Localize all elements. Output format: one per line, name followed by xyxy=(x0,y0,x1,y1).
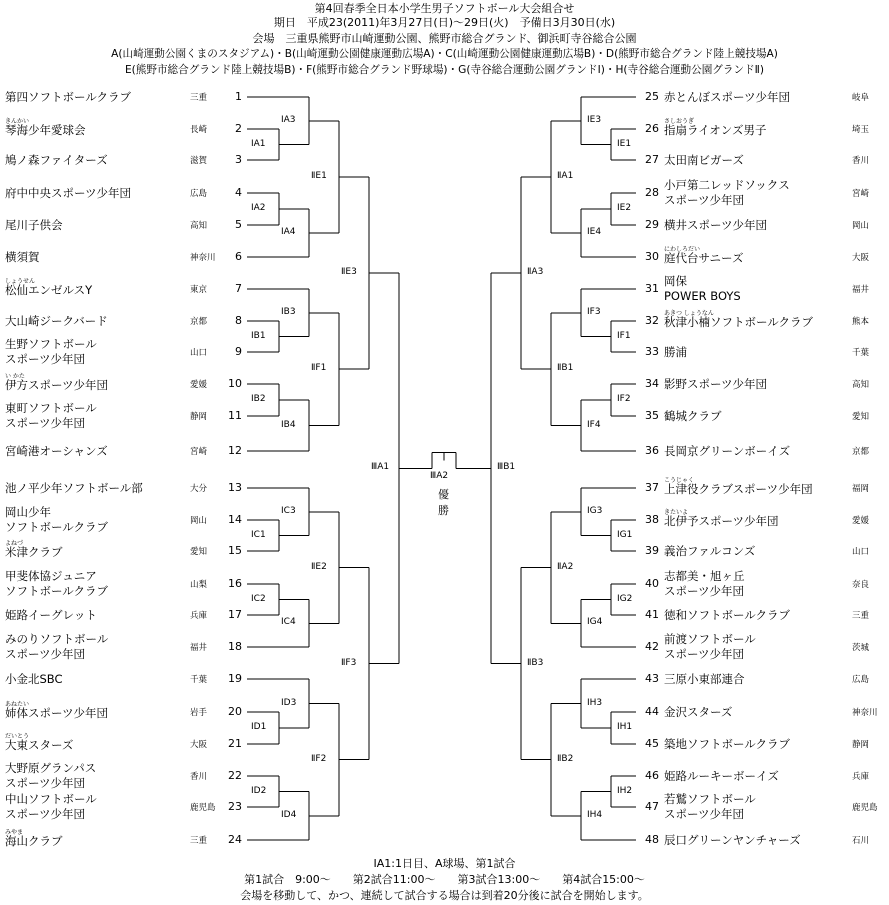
team-name xyxy=(5,401,97,431)
team-prefecture: 大分 xyxy=(190,484,208,494)
round2-label: ⅠF4 xyxy=(587,419,601,430)
round2-label: ⅠE4 xyxy=(587,227,602,237)
team-name-line: 東町ソフトボール xyxy=(5,401,97,415)
round2-label: ⅠH4 xyxy=(587,809,603,820)
team-name xyxy=(664,153,744,168)
team-name-line: 秋津小楠ソフトボールクラブ xyxy=(664,314,814,329)
seed-number: 38 xyxy=(645,513,659,526)
round3-label: ⅡE1 xyxy=(311,170,327,181)
team-name-ruby: しょうせん xyxy=(5,277,36,285)
team-prefecture: 山口 xyxy=(852,547,870,557)
team-name xyxy=(664,409,722,424)
seed-number: 33 xyxy=(645,345,659,358)
team-name-line: スポーツ少年団 xyxy=(5,776,86,790)
event-venue: 会場 三重県熊野市山崎運動公園、熊野市総合グランド、御浜町寺谷総合公園 xyxy=(252,32,637,45)
seed-number: 2 xyxy=(235,122,242,135)
team-name xyxy=(5,672,63,687)
team-prefecture: 香川 xyxy=(852,156,870,166)
round1-label: ⅠB1 xyxy=(251,330,266,341)
team-name-line: みのりソフトボール xyxy=(5,632,109,646)
team-prefecture: 愛媛 xyxy=(852,516,870,526)
seed-number: 45 xyxy=(645,737,659,750)
team-name-line: 宮崎港オーシャンズ xyxy=(5,443,108,458)
team-prefecture: 千葉 xyxy=(190,675,208,685)
team-name xyxy=(664,672,745,687)
team-name-line: 辰口グリーンヤンチャーズ xyxy=(664,832,801,847)
team-name xyxy=(664,178,790,208)
team-prefecture: 岡山 xyxy=(190,516,208,526)
round2-label: ⅠC4 xyxy=(281,617,296,628)
team-name xyxy=(664,444,790,459)
seed-number: 4 xyxy=(235,186,242,199)
team-name-line: スポーツ少年団 xyxy=(5,647,86,661)
team-name-line: 海山クラブ xyxy=(5,833,63,848)
team-name-line: ソフトボールクラブ xyxy=(5,520,109,534)
round1-label: ⅠE1 xyxy=(617,138,632,149)
team-prefecture: 福井 xyxy=(852,285,870,295)
team-name-line: スポーツ少年団 xyxy=(5,416,86,430)
round1-label: ⅠF1 xyxy=(617,330,631,341)
team-name-ruby: きんかい xyxy=(5,117,30,125)
round3-label: ⅡA2 xyxy=(557,561,574,572)
team-name-line: スポーツ少年団 xyxy=(664,193,745,207)
seed-number: 28 xyxy=(645,186,659,199)
round1-label: ⅠH1 xyxy=(617,722,633,732)
team-name-line: 米津クラブ xyxy=(5,544,63,559)
team-name-line: スポーツ少年団 xyxy=(5,352,86,366)
team-name-line: 大野原グランパス xyxy=(5,761,97,775)
round1-label: ⅠF2 xyxy=(617,394,631,404)
team-name-ruby: よねづ xyxy=(5,539,24,547)
team-name-line: 北伊予スポーツ少年団 xyxy=(664,513,779,528)
team-prefecture: 高知 xyxy=(852,380,870,390)
seed-number: 40 xyxy=(645,577,659,590)
seed-number: 35 xyxy=(645,409,659,422)
team-name-line: 小戸第二レッドソックス xyxy=(664,178,790,192)
round1-label: ⅠD1 xyxy=(251,722,267,732)
team-prefecture: 兵庫 xyxy=(852,772,870,782)
team-name xyxy=(5,608,97,623)
seed-number: 30 xyxy=(645,250,659,263)
team-name-line: 甲斐体協ジュニア xyxy=(5,569,97,583)
round2-label: ⅠD3 xyxy=(281,697,297,708)
champion-label: 優 xyxy=(438,488,449,502)
champion-label: 勝 xyxy=(438,504,449,518)
team-name xyxy=(664,608,790,623)
team-name xyxy=(664,218,767,233)
team-prefecture: 神奈川 xyxy=(852,708,878,718)
seed-number: 23 xyxy=(228,800,242,813)
team-name xyxy=(664,90,790,105)
team-prefecture: 京都 xyxy=(190,317,208,327)
team-prefecture: 京都 xyxy=(852,447,870,457)
seed-number: 14 xyxy=(228,513,242,526)
team-name-line: 横井スポーツ少年団 xyxy=(664,217,768,232)
seed-number: 7 xyxy=(235,282,242,295)
team-name-line: スポーツ少年団 xyxy=(664,807,745,821)
round1-label: ⅠG2 xyxy=(617,593,633,604)
team-name-line: 池ノ平少年ソフトボール部 xyxy=(5,480,143,495)
team-name xyxy=(664,544,755,559)
team-name-line: 三原小東部連合 xyxy=(664,671,745,686)
team-name xyxy=(664,311,813,330)
team-name xyxy=(664,769,779,784)
seed-number: 21 xyxy=(228,737,242,750)
team-prefecture: 愛知 xyxy=(190,547,208,557)
team-prefecture: 愛知 xyxy=(852,412,870,422)
team-name xyxy=(5,153,108,168)
team-name-ruby: こうじゃく xyxy=(664,476,695,484)
team-name xyxy=(5,830,63,849)
team-prefecture: 千葉 xyxy=(852,348,870,358)
team-name-line: 伊方スポーツ少年団 xyxy=(5,377,109,392)
seed-number: 27 xyxy=(645,153,659,166)
team-name-line: ソフトボールクラブ xyxy=(5,584,109,598)
field-legend-1: A(山崎運動公園くまのスタジアム)・B(山崎運動公園健康運動広場A)・C(山崎運動公園健康運動広場B)・D(熊野市総合グランド陸上競技場A) xyxy=(111,48,778,60)
seed-number: 10 xyxy=(228,377,242,390)
team-name-line: 築地ソフトボールクラブ xyxy=(664,736,791,751)
team-name-line: 小金北SBC xyxy=(5,671,63,686)
team-name xyxy=(5,632,108,662)
team-name-line: 若鷲ソフトボール xyxy=(664,792,756,806)
team-name-ruby: にわしろだい xyxy=(664,245,701,253)
seed-number: 42 xyxy=(645,640,659,653)
team-prefecture: 兵庫 xyxy=(190,611,208,621)
team-prefecture: 広島 xyxy=(852,675,870,685)
team-name xyxy=(5,734,73,753)
team-prefecture: 静岡 xyxy=(852,740,870,750)
team-name xyxy=(664,510,779,529)
team-name-line: POWER BOYS xyxy=(664,289,741,303)
team-name-line: 鶴城クラブ xyxy=(664,408,722,423)
seed-number: 36 xyxy=(645,444,659,457)
seed-number: 12 xyxy=(228,444,242,457)
round1-label: ⅠC2 xyxy=(251,593,266,604)
round2-label: ⅠG3 xyxy=(587,505,603,516)
team-prefecture: 山口 xyxy=(190,348,208,358)
round2-label: ⅠH3 xyxy=(587,697,603,708)
team-prefecture: 福井 xyxy=(190,643,208,653)
seed-number: 18 xyxy=(228,640,242,653)
team-name xyxy=(5,444,108,459)
team-name xyxy=(664,632,756,662)
team-name-line: 指扇ライオンズ男子 xyxy=(664,122,767,137)
round3-label: ⅡF1 xyxy=(311,363,327,374)
round2-label: ⅠC3 xyxy=(281,505,296,516)
team-name-line: 横須賀 xyxy=(5,249,40,264)
team-prefecture: 東京 xyxy=(190,285,208,295)
team-prefecture: 高知 xyxy=(190,221,208,231)
round1-label: ⅠE2 xyxy=(617,203,632,213)
team-prefecture: 三重 xyxy=(190,836,208,846)
team-name-line: 前渡ソフトボール xyxy=(664,632,756,646)
team-name-line: スポーツ少年団 xyxy=(5,807,86,821)
seed-number: 48 xyxy=(645,833,659,846)
team-name xyxy=(664,377,767,392)
team-name xyxy=(664,737,790,752)
team-name-line: 上津役クラブスポーツ少年団 xyxy=(664,481,813,496)
team-name-line: 長岡京グリーンボーイズ xyxy=(664,443,791,458)
seed-number: 9 xyxy=(235,345,242,358)
team-name-line: 第四ソフトボールクラブ xyxy=(5,89,132,104)
seed-number: 37 xyxy=(645,481,659,494)
team-name-line: 姫路ルーキーボーイズ xyxy=(664,768,779,783)
team-name xyxy=(5,505,108,535)
team-prefecture: 大阪 xyxy=(190,740,208,750)
round2-label: ⅠB4 xyxy=(281,419,296,430)
team-name-line: 庭代台サニーズ xyxy=(664,250,744,265)
team-name xyxy=(5,792,97,822)
round3-label: ⅡA1 xyxy=(557,170,574,181)
round1-label: ⅠH2 xyxy=(617,785,633,796)
seed-number: 15 xyxy=(228,544,242,557)
seed-number: 11 xyxy=(228,409,242,422)
team-name xyxy=(664,792,756,822)
seed-number: 6 xyxy=(235,250,242,263)
team-name-line: 姉体スポーツ少年団 xyxy=(5,705,109,720)
round4-label: ⅡB3 xyxy=(527,657,544,668)
team-prefecture: 静岡 xyxy=(190,412,208,422)
team-name-ruby: さしおうぎ xyxy=(664,117,695,125)
field-legend-2: E(熊野市総合グランド陸上競技場B)・F(熊野市総合グランド野球場)・G(寺谷総合運動公園グランドⅠ)・H(寺谷総合運動公園グランドⅡ) xyxy=(124,64,765,76)
team-name xyxy=(5,481,143,496)
team-prefecture: 鹿児島 xyxy=(852,803,878,813)
team-prefecture: 三重 xyxy=(852,611,870,621)
team-name-line: 琴海少年愛球会 xyxy=(5,122,86,137)
round2-label: ⅠG4 xyxy=(587,617,603,628)
team-name-line: 府中中央スポーツ少年団 xyxy=(5,185,132,200)
round3-label: ⅡB2 xyxy=(557,753,574,764)
team-name-line: スポーツ少年団 xyxy=(664,584,745,598)
team-name-line: 影野スポーツ少年団 xyxy=(664,376,768,391)
round1-label: ⅠD2 xyxy=(251,785,267,796)
team-name xyxy=(664,478,813,497)
seed-number: 47 xyxy=(645,800,659,813)
team-name xyxy=(5,374,108,393)
round1-label: ⅠC1 xyxy=(251,529,266,540)
team-prefecture: 茨城 xyxy=(852,643,870,653)
team-name-ruby: だいとう xyxy=(5,732,30,740)
seed-number: 22 xyxy=(228,769,242,782)
team-name xyxy=(664,705,732,720)
round2-label: ⅠA3 xyxy=(281,114,296,125)
seed-number: 44 xyxy=(645,705,659,718)
team-name-ruby: きたいよ xyxy=(664,508,689,516)
team-prefecture: 宮崎 xyxy=(852,189,870,199)
round4-label: ⅡA3 xyxy=(527,267,544,277)
seed-number: 39 xyxy=(645,544,659,557)
team-prefecture: 岡山 xyxy=(852,221,870,231)
seed-number: 24 xyxy=(228,833,242,846)
team-prefecture: 石川 xyxy=(852,836,870,846)
round4-label: ⅡE3 xyxy=(341,267,357,277)
seed-number: 31 xyxy=(645,282,659,295)
team-name xyxy=(664,247,743,266)
team-name-line: 松仙エンゼルスY xyxy=(5,282,93,297)
seed-number: 8 xyxy=(235,314,242,327)
page-title: 第4回春季全日本小学生男子ソフトボール大会組合せ xyxy=(314,2,575,15)
seed-number: 20 xyxy=(228,705,242,718)
round2-label: ⅠD4 xyxy=(281,809,297,820)
event-dates: 期日 平成23(2011)年3月27日(日)～29日(火) 予備日3月30日(水) xyxy=(273,16,616,29)
team-name-line: 志都美・旭ヶ丘 xyxy=(664,569,745,583)
round1-label: ⅠA1 xyxy=(251,138,266,149)
round1-label: ⅠB2 xyxy=(251,394,266,404)
semifinal-label: ⅢB1 xyxy=(497,462,516,473)
seed-number: 43 xyxy=(645,672,659,685)
team-prefecture: 鹿児島 xyxy=(190,803,216,813)
team-prefecture: 山梨 xyxy=(190,580,208,590)
footer-note: 会場を移動して、かつ、連続して試合する場合は到着20分後に試合を開始します。 xyxy=(240,889,649,902)
team-name xyxy=(5,761,96,791)
team-name-line: 岡山少年 xyxy=(5,505,51,519)
team-name xyxy=(5,218,63,233)
team-prefecture: 愛媛 xyxy=(190,380,208,390)
team-prefecture: 大阪 xyxy=(852,253,870,263)
seed-number: 3 xyxy=(235,153,242,166)
team-name-line: 中山ソフトボール xyxy=(5,792,97,806)
team-name xyxy=(664,119,766,138)
team-name xyxy=(5,541,63,560)
team-name-line: 金沢スターズ xyxy=(664,704,733,719)
team-name-line: 生野ソフトボール xyxy=(5,337,97,351)
footer-legend: ⅠA1:1日目、A球場、第1試合 xyxy=(373,857,516,870)
seed-number: 16 xyxy=(228,577,242,590)
seed-number: 26 xyxy=(645,122,659,135)
seed-number: 32 xyxy=(645,314,659,327)
semifinal-label: ⅢA1 xyxy=(371,462,390,473)
team-name xyxy=(5,702,108,721)
round2-label: ⅠF3 xyxy=(587,306,601,317)
team-name xyxy=(5,90,131,105)
team-name-line: 勝浦 xyxy=(664,344,687,359)
seed-number: 17 xyxy=(228,608,242,621)
team-prefecture: 埼玉 xyxy=(852,125,870,135)
team-name xyxy=(5,279,92,298)
round2-label: ⅠB3 xyxy=(281,306,296,317)
seed-number: 41 xyxy=(645,608,659,621)
team-name-line: 尾川子供会 xyxy=(5,217,63,232)
team-prefecture: 長崎 xyxy=(190,125,208,135)
team-prefecture: 宮崎 xyxy=(190,447,208,457)
team-name xyxy=(664,274,741,304)
seed-number: 19 xyxy=(228,672,242,685)
team-name xyxy=(5,186,131,201)
team-prefecture: 岐阜 xyxy=(852,93,870,103)
team-name xyxy=(5,337,97,367)
round3-label: ⅡE2 xyxy=(311,561,327,572)
seed-number: 1 xyxy=(235,90,242,103)
team-name xyxy=(664,833,801,848)
team-prefecture: 熊本 xyxy=(852,317,870,327)
team-name-line: 義治ファルコンズ xyxy=(664,543,756,558)
seed-number: 46 xyxy=(645,769,659,782)
seed-number: 29 xyxy=(645,218,659,231)
round3-label: ⅡB1 xyxy=(557,363,574,374)
team-prefecture: 福岡 xyxy=(852,484,870,494)
final-label: ⅢA2 xyxy=(430,471,449,482)
round1-label: ⅠG1 xyxy=(617,529,633,540)
team-name-line: 太田南ビガーズ xyxy=(664,152,744,167)
team-prefecture: 三重 xyxy=(190,93,208,103)
team-name xyxy=(5,119,86,138)
seed-number: 25 xyxy=(645,90,659,103)
team-name xyxy=(664,345,687,360)
team-name-line: 大山崎ジークバード xyxy=(5,313,108,328)
round2-label: ⅠA4 xyxy=(281,227,296,237)
round2-label: ⅠE3 xyxy=(587,114,602,125)
team-prefecture: 岩手 xyxy=(190,708,208,718)
team-name xyxy=(664,569,745,599)
team-name-ruby: い かた xyxy=(5,372,25,380)
seed-number: 5 xyxy=(235,218,242,231)
team-prefecture: 広島 xyxy=(190,189,208,199)
team-name-ruby: あねたい xyxy=(5,700,30,708)
team-name-line: 大東スターズ xyxy=(5,737,74,752)
seed-number: 13 xyxy=(228,481,242,494)
team-name-line: 鳩ノ森ファイターズ xyxy=(5,152,108,167)
team-name-line: スポーツ少年団 xyxy=(664,647,745,661)
team-prefecture: 滋賀 xyxy=(190,156,208,166)
footer-game-times: 第1試合 9:00～ 第2試合11:00～ 第3試合13:00～ 第4試合15:00～ xyxy=(244,873,645,886)
team-name xyxy=(5,569,108,599)
round3-label: ⅡF2 xyxy=(311,753,327,764)
team-prefecture: 神奈川 xyxy=(190,253,216,263)
team-prefecture: 奈良 xyxy=(852,580,870,590)
team-name-line: 姫路イーグレット xyxy=(5,607,97,622)
round1-label: ⅠA2 xyxy=(251,203,266,213)
seed-number: 34 xyxy=(645,377,659,390)
round4-label: ⅡF3 xyxy=(341,657,357,668)
team-name-ruby: みやま xyxy=(5,828,24,836)
team-name-ruby: あきつ しょうなん xyxy=(664,309,714,317)
team-name-line: 徳和ソフトボールクラブ xyxy=(664,607,791,622)
team-name xyxy=(5,314,108,329)
team-name-line: 赤とんぼスポーツ少年団 xyxy=(664,89,791,104)
team-name-line: 岡保 xyxy=(664,274,687,288)
team-prefecture: 香川 xyxy=(190,772,208,782)
team-name xyxy=(5,250,40,265)
